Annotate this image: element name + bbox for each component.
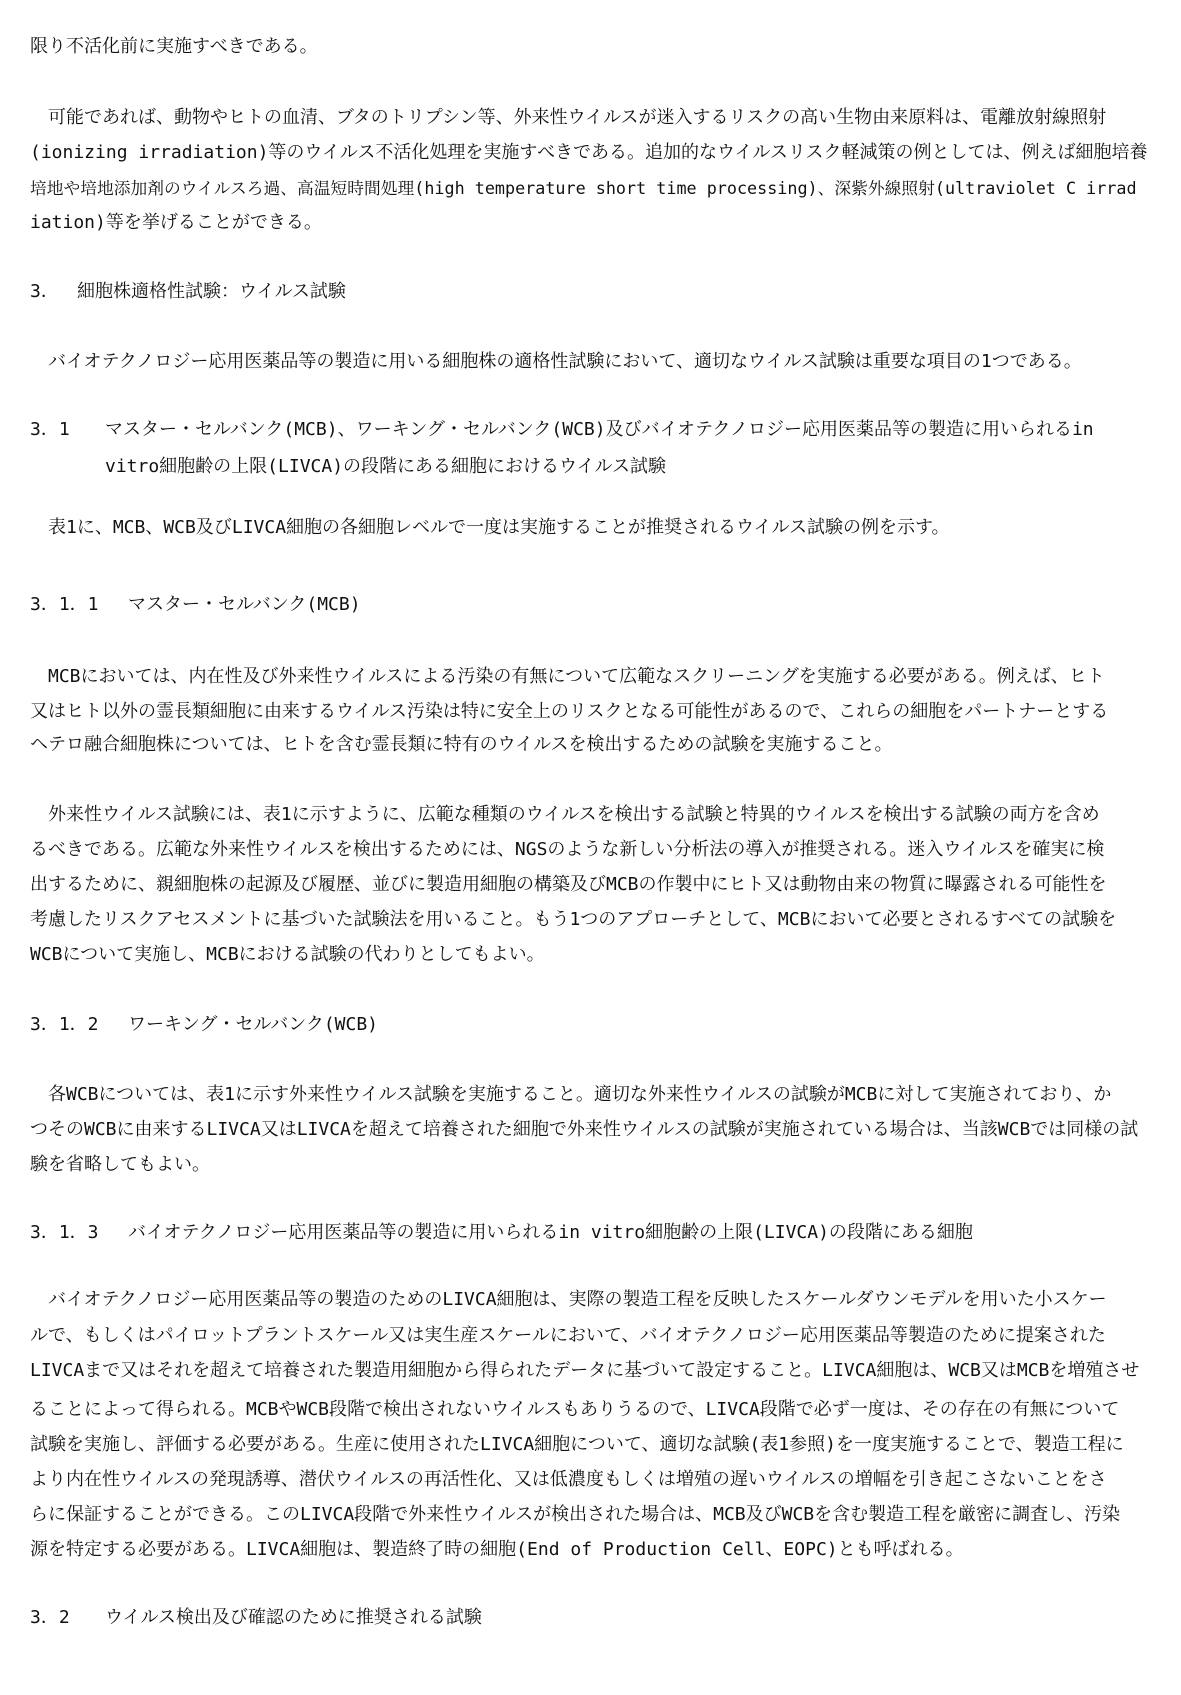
paragraph-line: 試験を実施し、評価する必要がある。生産に使用されたLIVCA細胞について、適切な試験(表1参照)を一度実施することで、製造工程に xyxy=(30,1434,1124,1455)
intro-line: 限り不活化前に実施すべきである。 xyxy=(30,36,318,57)
paragraph-line: らに保証することができる。このLIVCA段階で外来性ウイルスが検出された場合は、MCB及びWCBを含む製造工程を厳密に調査し、汚染 xyxy=(30,1504,1121,1525)
paragraph-line: ヘテロ融合細胞株については、ヒトを含む霊長類に特有のウイルスを検出するための試験を実施すること。 xyxy=(30,734,893,755)
section-number: 3．1．1 xyxy=(30,594,99,615)
paragraph-line: 外来性ウイルス試験には、表1に示すように、広範な種類のウイルスを検出する試験と特異的ウイルスを検出する試験の両方を含め xyxy=(30,804,1100,825)
section-title: バイオテクノロジー応用医薬品等の製造に用いられるin vitro細胞齢の上限(LIVCA)の段階にある細胞 xyxy=(128,1222,973,1243)
paragraph-line: 源を特定する必要がある。LIVCA細胞は、製造終了時の細胞(End of Production Cell、EOPC)とも呼ばれる。 xyxy=(30,1539,964,1560)
paragraph-line: つそのWCBに由来するLIVCA又はLIVCAを超えて培養された細胞で外来性ウイルスの試験が実施されている場合は、当該WCBでは同様の試 xyxy=(30,1119,1139,1140)
paragraph-line: ることによって得られる。MCBやWCB段階で検出されないウイルスもありうるので、LIVCA段階で必ず一度は、その存在の有無について xyxy=(30,1399,1120,1420)
paragraph-line: 験を省略してもよい。 xyxy=(30,1154,210,1175)
paragraph-line: ルで、もしくはパイロットプラントスケール又は実生産スケールにおいて、バイオテクノロジー応用医薬品等製造のために提案された xyxy=(30,1325,1106,1346)
paragraph-line: より内在性ウイルスの発現誘導、潜伏ウイルスの再活性化、又は低濃度もしくは増殖の遅いウイルスの増幅を引き起こさないことをさ xyxy=(30,1469,1107,1490)
paragraph-line: 又はヒト以外の霊長類細胞に由来するウイルス汚染は特に安全上のリスクとなる可能性があるので、これらの細胞をパートナーとする xyxy=(30,701,1109,722)
section-title: マスター・セルバンク(MCB) xyxy=(128,594,361,615)
section-number: 3．1．3 xyxy=(30,1222,99,1243)
paragraph-line: バイオテクノロジー応用医薬品等の製造に用いる細胞株の適格性試験において、適切なウイルス試験は重要な項目の1つである。 xyxy=(30,351,1082,372)
section-title: マスター・セルバンク(MCB)、ワーキング・セルバンク(WCB)及びバイオテクノロジー応用医薬品等の製造に用いられるin xyxy=(105,419,1094,440)
section-number: 3．2 xyxy=(30,1607,70,1628)
paragraph-line: 表1に、MCB、WCB及びLIVCA細胞の各細胞レベルで一度は実施することが推奨されるウイルス試験の例を示す。 xyxy=(30,517,950,538)
paragraph-line: 考慮したリスクアセスメントに基づいた試験法を用いること。もう1つのアプローチとして、MCBにおいて必要とされるすべての試験を xyxy=(30,909,1117,930)
section-title: ワーキング・セルバンク(WCB) xyxy=(128,1014,379,1035)
paragraph-line: (ionizing irradiation)等のウイルス不活化処理を実施すべきである。追加的なウイルスリスク軽減策の例としては、例えば細胞培養 xyxy=(30,142,1148,163)
paragraph-line: バイオテクノロジー応用医薬品等の製造のためのLIVCA細胞は、実際の製造工程を反映したスケールダウンモデルを用いた小スケー xyxy=(30,1289,1107,1310)
paragraph-line: 可能であれば、動物やヒトの血清、ブタのトリプシン等、外来性ウイルスが迷入するリスクの高い生物由来原料は、電離放射線照射 xyxy=(30,107,1107,128)
paragraph-line: 各WCBについては、表1に示す外来性ウイルス試験を実施すること。適切な外来性ウイルスの試験がMCBに対して実施されており、か xyxy=(30,1084,1112,1105)
paragraph-line: LIVCAまで又はそれを超えて培養された製造用細胞から得られたデータに基づいて設定すること。LIVCA細胞は、WCB又はMCBを増殖させ xyxy=(30,1360,1140,1381)
section-number: 3．1 xyxy=(30,419,70,440)
paragraph-line: 培地や培地添加剤のウイルスろ過、高温短時間処理(high temperature short time processing)、深紫外線照射(ultraviolet C irrad xyxy=(30,178,1137,198)
section-title: vitro細胞齢の上限(LIVCA)の段階にある細胞におけるウイルス試験 xyxy=(105,456,666,477)
paragraph-line: るべきである。広範な外来性ウイルスを検出するためには、NGSのような新しい分析法の導入が推奨される。迷入ウイルスを確実に検 xyxy=(30,839,1105,860)
section-number: 3． xyxy=(30,281,59,302)
section-title: ウイルス検出及び確認のために推奨される試験 xyxy=(105,1607,482,1628)
paragraph-line: iation)等を挙げることができる。 xyxy=(30,212,322,233)
section-number: 3．1．2 xyxy=(30,1014,99,1035)
section-title: 細胞株適格性試験：ウイルス試験 xyxy=(77,281,346,302)
paragraph-line: 出するために、親細胞株の起源及び履歴、並びに製造用細胞の構築及びMCBの作製中にヒト又は動物由来の物質に曝露される可能性を xyxy=(30,874,1107,895)
paragraph-line: MCBにおいては、内在性及び外来性ウイルスによる汚染の有無について広範なスクリーニングを実施する必要がある。例えば、ヒト xyxy=(30,666,1105,687)
paragraph-line: WCBについて実施し、MCBにおける試験の代わりとしてもよい。 xyxy=(30,944,545,965)
